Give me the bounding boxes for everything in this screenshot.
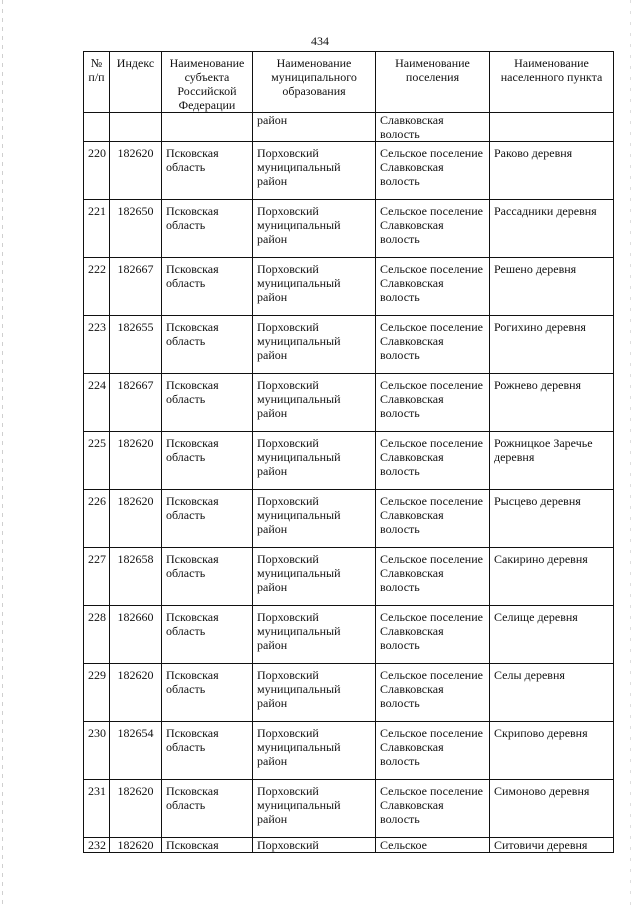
cell-settlement: Сельское поселение Славковская волость (376, 316, 490, 374)
cell-subject: Псковская (162, 838, 253, 853)
cell-municipality: Порховский муниципальный район (253, 548, 376, 606)
cell-locality: Ситовичи деревня (490, 838, 614, 853)
cell-settlement: Сельское поселение Славковская волость (376, 200, 490, 258)
cell-index: 182620 (110, 838, 162, 853)
table-row (84, 548, 614, 606)
cell-settlement: Славковская волость (376, 113, 490, 142)
cell-subject: Псковская область (162, 548, 253, 606)
cell-locality: Сакирино деревня (490, 548, 614, 606)
cell-settlement: Сельское поселение Славковская волость (376, 490, 490, 548)
cell-municipality: Порховский (253, 838, 376, 853)
cell-index: 182654 (110, 722, 162, 780)
cell-subject: Псковская область (162, 780, 253, 838)
cell-num: 228 (84, 606, 110, 664)
cell-municipality: Порховский муниципальный район (253, 142, 376, 200)
cell-settlement: Сельское поселение Славковская волость (376, 664, 490, 722)
cell-subject: Псковская область (162, 606, 253, 664)
cell-municipality: Порховский муниципальный район (253, 606, 376, 664)
cell-subject: Псковская область (162, 200, 253, 258)
cell-locality: Раково деревня (490, 142, 614, 200)
cell-subject: Псковская область (162, 432, 253, 490)
scan-edge-right (630, 0, 631, 905)
table-row (84, 142, 614, 200)
table-row (84, 200, 614, 258)
cell-settlement: Сельское (376, 838, 490, 853)
cell-settlement: Сельское поселение Славковская волость (376, 780, 490, 838)
cell-subject: Псковская область (162, 664, 253, 722)
cell-index: 182667 (110, 258, 162, 316)
cell-subject: Псковская область (162, 722, 253, 780)
cell-municipality: Порховский муниципальный район (253, 722, 376, 780)
cell-municipality: Порховский муниципальный район (253, 490, 376, 548)
cell-num: 229 (84, 664, 110, 722)
cell-locality: Скрипово деревня (490, 722, 614, 780)
cell-settlement: Сельское поселение Славковская волость (376, 722, 490, 780)
table-row (84, 432, 614, 490)
cell-locality: Симоново деревня (490, 780, 614, 838)
cell-index: 182620 (110, 664, 162, 722)
table-body (84, 113, 614, 853)
cell-num: 222 (84, 258, 110, 316)
header-municipality: Наименование муниципального образования (253, 52, 376, 113)
cell-locality (490, 113, 614, 142)
cell-settlement: Сельское поселение Славковская волость (376, 374, 490, 432)
cell-settlement: Сельское поселение Славковская волость (376, 606, 490, 664)
table-row (84, 606, 614, 664)
cell-index: 182620 (110, 490, 162, 548)
table-row (84, 258, 614, 316)
header-subject: Наименование субъекта Российской Федерации (162, 52, 253, 113)
cell-num: 232 (84, 838, 110, 853)
cell-num (84, 113, 110, 142)
cell-municipality: Порховский муниципальный район (253, 664, 376, 722)
cell-num: 230 (84, 722, 110, 780)
cell-municipality: Порховский муниципальный район (253, 374, 376, 432)
cell-locality: Селы деревня (490, 664, 614, 722)
cell-locality: Селище деревня (490, 606, 614, 664)
table-row (84, 664, 614, 722)
cell-locality: Рожницкое Заречье деревня (490, 432, 614, 490)
cell-subject: Псковская область (162, 374, 253, 432)
table-row (84, 490, 614, 548)
cell-locality: Решено деревня (490, 258, 614, 316)
cell-locality: Рожнево деревня (490, 374, 614, 432)
cell-locality: Рогихино деревня (490, 316, 614, 374)
header-locality: Наименование населенного пункта (490, 52, 614, 113)
cell-num: 223 (84, 316, 110, 374)
cell-subject (162, 113, 253, 142)
cell-index: 182620 (110, 432, 162, 490)
cell-index: 182620 (110, 780, 162, 838)
cell-settlement: Сельское поселение Славковская волость (376, 142, 490, 200)
table-row (84, 722, 614, 780)
cell-index (110, 113, 162, 142)
cell-municipality: Порховский муниципальный район (253, 316, 376, 374)
cell-num: 221 (84, 200, 110, 258)
cell-municipality: район (253, 113, 376, 142)
cell-subject: Псковская область (162, 258, 253, 316)
cell-municipality: Порховский муниципальный район (253, 200, 376, 258)
cell-index: 182660 (110, 606, 162, 664)
header-index: Индекс (110, 52, 162, 113)
cell-index: 182650 (110, 200, 162, 258)
scan-edge-left (2, 0, 3, 905)
cell-index: 182655 (110, 316, 162, 374)
cell-settlement: Сельское поселение Славковская волость (376, 432, 490, 490)
cell-subject: Псковская область (162, 316, 253, 374)
page-number: 434 (311, 34, 329, 48)
table-row (84, 374, 614, 432)
header-settlement: Наименование поселения (376, 52, 490, 113)
table-header-row (84, 52, 614, 113)
cell-num: 227 (84, 548, 110, 606)
cell-num: 226 (84, 490, 110, 548)
cell-num: 220 (84, 142, 110, 200)
cell-subject: Псковская область (162, 490, 253, 548)
cell-municipality: Порховский муниципальный район (253, 258, 376, 316)
cell-municipality: Порховский муниципальный район (253, 432, 376, 490)
cell-locality: Рысцево деревня (490, 490, 614, 548)
cell-num: 225 (84, 432, 110, 490)
localities-table (83, 51, 614, 853)
cell-index: 182620 (110, 142, 162, 200)
cell-settlement: Сельское поселение Славковская волость (376, 258, 490, 316)
cell-num: 231 (84, 780, 110, 838)
table-row (84, 780, 614, 838)
cell-num: 224 (84, 374, 110, 432)
cell-index: 182667 (110, 374, 162, 432)
cell-index: 182658 (110, 548, 162, 606)
cell-municipality: Порховский муниципальный район (253, 780, 376, 838)
table-row (84, 838, 614, 853)
cell-locality: Рассадники деревня (490, 200, 614, 258)
table-row (84, 316, 614, 374)
table-row-continuation (84, 113, 614, 142)
cell-subject: Псковская область (162, 142, 253, 200)
header-num: № п/п (84, 52, 110, 113)
cell-settlement: Сельское поселение Славковская волость (376, 548, 490, 606)
